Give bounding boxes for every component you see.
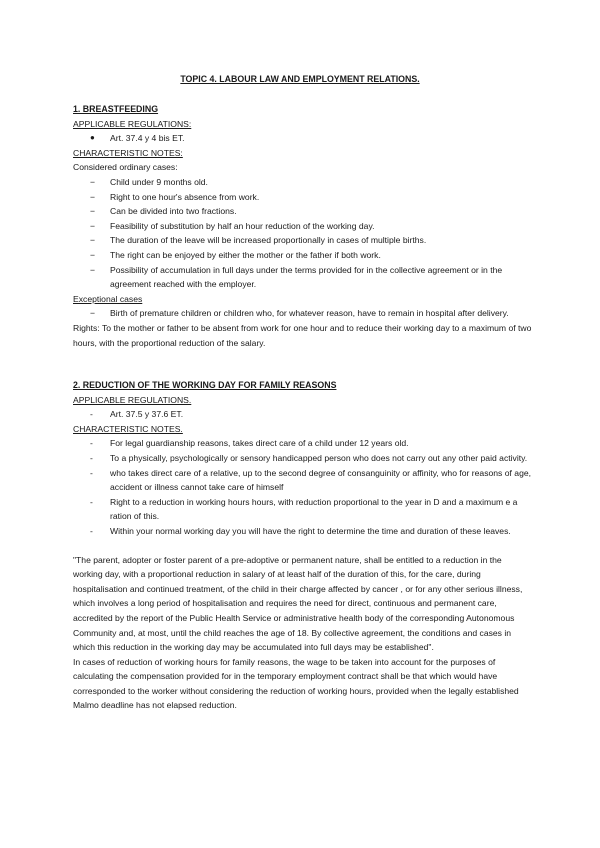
- list-item: ● Art. 37.4 y 4 bis ET.: [73, 131, 533, 146]
- list-item: − The right can be enjoyed by either the mother or the father if both work.: [73, 248, 533, 263]
- list-item: - Art. 37.5 y 37.6 ET.: [73, 407, 533, 422]
- dash-icon: -: [90, 409, 93, 420]
- dash-icon: -: [90, 525, 93, 536]
- dash-icon: −: [90, 191, 96, 202]
- closing-paragraph: In cases of reduction of working hours for family reasons, the wage to be taken into account for the purposes of calculating the compensation provided for in the temporary employment contract shall be that which would have corresponded to the worker without considering the reduction of working hours, provided when the legally established Malmo deadline has not elapsed reduction.: [73, 656, 519, 711]
- list-item: - For legal guardianship reasons, takes direct care of a child under 12 years old.: [73, 436, 533, 451]
- section-reduction-working-day: [73, 378, 533, 713]
- dash-icon: -: [90, 467, 93, 478]
- regulations-label: APPLICABLE REGULATIONS:: [73, 118, 192, 129]
- dash-icon: −: [90, 249, 96, 260]
- dash-icon: −: [90, 264, 96, 275]
- section-heading: 1. BREASTFEEDING: [73, 104, 159, 114]
- dash-icon: −: [90, 235, 96, 246]
- list-item: - To a physically, psychologically or sensory handicapped person who does not carry out any other paid activity.: [73, 451, 533, 466]
- rights-paragraph: Rights: To the mother or father to be absent from work for one hour and to reduce their working day to a maximum of two hours, with the proportional reduction of the salary.: [73, 322, 532, 348]
- quote-paragraph: "The parent, adopter or foster parent of a pre-adoptive or permanent nature, shall be entitled to a reduction in the working day, with a proportional reduction in salary of at least half of the duration of this, for the care, during hospitalisation and continued treatment, of the child in their charge affected by cancer , or for any other serious illness, which involves a long period of hospitalisation and requires the need for direct, continuous and permanent care, accredited by the report of the Public Health Service or administrative health body of the corresponding Autonomous Community and, at most, until the child reaches the age of 18. By collective agreement, the conditions and cases in which this reduction in the working day may be accumulated into full days may be established".: [73, 554, 523, 653]
- bullet-icon: ●: [90, 133, 95, 143]
- dash-icon: −: [90, 220, 96, 231]
- exceptional-label: Exceptional cases: [73, 293, 143, 304]
- dash-icon: −: [90, 206, 96, 217]
- list-item: − Possibility of accumulation in full days under the terms provided for in the collective agreement or in the agreement reached with the employer.: [90, 264, 503, 290]
- section-breastfeeding: [73, 102, 533, 350]
- list-item: − Can be divided into two fractions.: [73, 204, 533, 219]
- notes-label: CHARACTERISTIC NOTES:: [73, 147, 183, 158]
- dash-icon: −: [90, 308, 96, 319]
- dash-icon: -: [90, 452, 93, 463]
- list-item: - who takes direct care of a relative, up to the second degree of consanguinity or affinity, who for reasons of age, accident or illness cannot take care of himself: [90, 467, 532, 493]
- dash-icon: -: [90, 438, 93, 449]
- list-item: − Child under 9 months old.: [73, 175, 533, 190]
- dash-icon: -: [90, 496, 93, 507]
- list-item: − Feasibility of substitution by half an hour reduction of the working day.: [73, 219, 533, 234]
- section-heading: 2. REDUCTION OF THE WORKING DAY FOR FAMILY REASONS: [73, 380, 337, 390]
- notes-label: CHARACTERISTIC NOTES.: [73, 423, 183, 434]
- list-item: − Birth of premature children or children who, for whatever reason, have to remain in hospital after delivery.: [73, 306, 533, 321]
- regulations-label: APPLICABLE REGULATIONS.: [73, 394, 192, 405]
- list-item: - Within your normal working day you will have the right to determine the time and duration of these leaves.: [73, 524, 533, 539]
- list-item: − The duration of the leave will be increased proportionally in cases of multiple births.: [73, 233, 533, 248]
- list-item: - Right to a reduction in working hours hours, with reduction proportional to the year in D and a maximum e a ration of this.: [90, 496, 518, 522]
- dash-icon: −: [90, 176, 96, 187]
- document-title: TOPIC 4. LABOUR LAW AND EMPLOYMENT RELATIONS.: [180, 74, 420, 84]
- list-item: − Right to one hour's absence from work.: [73, 190, 533, 205]
- ordinary-label: Considered ordinary cases:: [73, 162, 178, 173]
